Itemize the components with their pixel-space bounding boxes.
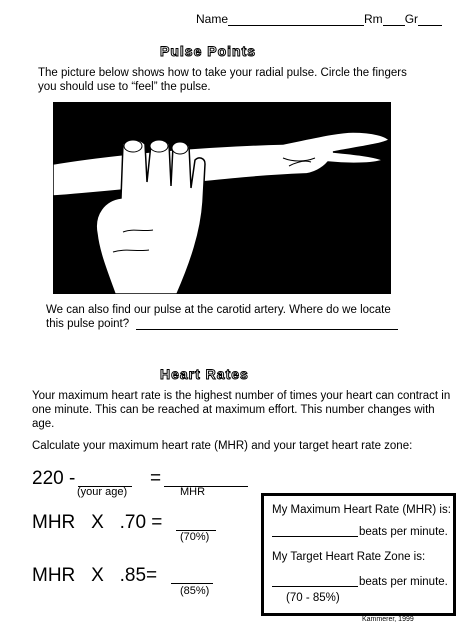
mhr-label: MHR <box>180 486 206 498</box>
room-label: Rm <box>364 12 383 26</box>
box-zone-percent: (70 - 85%) <box>286 592 340 604</box>
box-max-hr-blank[interactable] <box>272 536 358 537</box>
box-bpm-label-2: beats per minute. <box>359 576 448 588</box>
room-blank[interactable] <box>383 13 405 26</box>
box-target-zone-blank[interactable] <box>272 586 358 587</box>
hand-wrist-drawing <box>53 102 391 294</box>
box-target-zone-label: My Target Heart Rate Zone is: <box>272 551 426 563</box>
carotid-question-line2: this pulse point? <box>46 318 130 330</box>
box-max-hr-label: My Maximum Heart Rate (MHR) is: <box>272 504 451 516</box>
pulse-instructions: The picture below shows how to take your radial pulse. Circle the fingers you should use to “feel” the pulse. <box>38 67 407 93</box>
radial-pulse-illustration <box>53 102 391 294</box>
grade-label: Gr <box>404 12 419 26</box>
eightyfive-result-blank[interactable] <box>171 583 213 584</box>
name-line <box>196 12 442 26</box>
your-age-label: (your age) <box>77 486 128 498</box>
mhr-result-blank[interactable] <box>164 486 248 487</box>
box-bpm-label-1: beats per minute. <box>359 526 448 538</box>
name-blank[interactable] <box>228 13 364 26</box>
carotid-answer-blank[interactable] <box>136 329 398 330</box>
credit: Kammerer, 1999 <box>362 616 414 623</box>
grade-blank[interactable] <box>418 13 442 26</box>
heart-paragraph: Your maximum heart rate is the highest number of times your heart can contract in one minute. This can be reached at maximum effort. This number changes with age. <box>32 390 451 430</box>
calc-instructions: Calculate your maximum heart rate (MHR) and your target heart rate zone: <box>32 440 413 452</box>
pulse-title: Pulse Points <box>160 43 257 59</box>
formula1-equals: = <box>150 468 162 489</box>
heart-title: Heart Rates <box>160 366 249 382</box>
name-label: Name <box>196 12 229 26</box>
formula1-start: 220 - <box>32 468 76 489</box>
results-box <box>261 493 456 616</box>
seventy-percent-label: (70%) <box>180 531 210 543</box>
formula3: MHR X .85= <box>32 565 158 586</box>
formula2: MHR X .70 = <box>32 512 163 533</box>
eightyfive-percent-label: (85%) <box>180 585 210 597</box>
carotid-question-line1: We can also find our pulse at the carotid artery. Where do we locate <box>46 304 391 316</box>
